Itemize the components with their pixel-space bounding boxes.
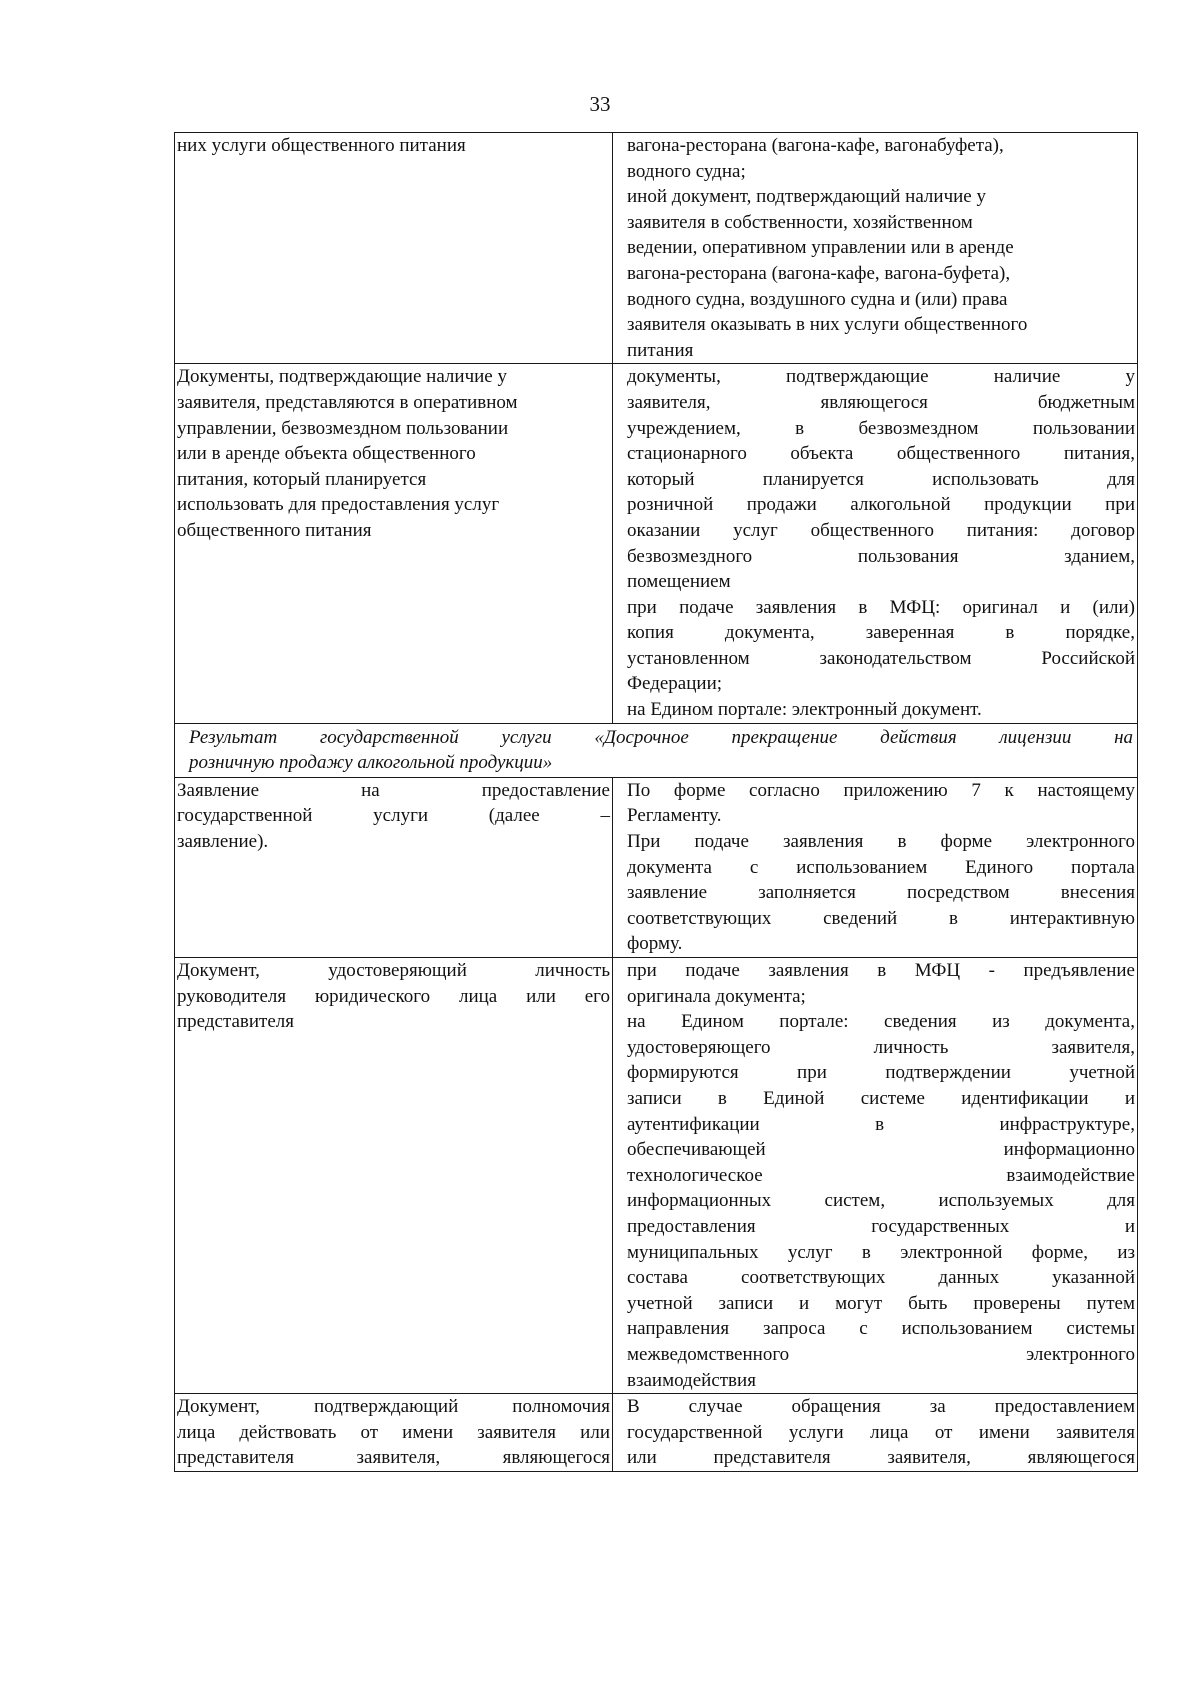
row3-right-line: соответствующих сведений в интерактивную (627, 907, 1135, 929)
row2-left-line: Документы, подтверждающие наличие у (177, 366, 507, 388)
row4-left-line: представителя (177, 1011, 295, 1033)
document-table (174, 132, 1138, 1472)
row4-right-line: на Едином портале: сведения из документа, (627, 1011, 1135, 1033)
row5-left-line: Документ, подтверждающий полномочия (177, 1396, 610, 1418)
row2-right-line: стационарного объекта общественного питания, (627, 443, 1135, 465)
row1-left-line: них услуги общественного питания (177, 135, 466, 156)
row4-right-line: аутентификации в инфраструктуре, (627, 1113, 1135, 1135)
row3-right-line: документа с использованием Единого портала (627, 856, 1135, 878)
row5-left-line: лица действовать от имени заявителя или (177, 1421, 610, 1443)
row3-right-line: заявление заполняется посредством внесения (627, 882, 1135, 904)
row5-left-cell (175, 1394, 613, 1472)
row2-right-line: который планируется использовать для (627, 468, 1135, 490)
row1-right-line: водного судна, воздушного судна и (или) права (627, 288, 1008, 310)
row5-right-cell (613, 1394, 1138, 1472)
row4-right-line: состава соответствующих данных указанной (627, 1267, 1135, 1289)
row1-right-line: водного судна; (627, 160, 746, 182)
row5-right-line: В случае обращения за предоставлением (627, 1396, 1135, 1418)
page-number: 33 (589, 92, 611, 116)
row4-right-line: технологическое взаимодействие (627, 1164, 1135, 1186)
row5-left-line: представителя заявителя, являющегося (177, 1447, 610, 1469)
row2-right-line: розничной продажи алкогольной продукции при (627, 494, 1135, 516)
section-heading-line: розничную продажу алкогольной продукции» (189, 752, 553, 774)
row4-left-line: руководителя юридического лица или его (177, 985, 610, 1007)
row1-right-line: заявителя оказывать в них услуги общественного (627, 314, 1028, 336)
section-heading-line: Результат государственной услуги «Досрочное прекращение действия лицензии на (189, 726, 1133, 748)
row2-right-line: на Едином портале: электронный документ. (627, 699, 982, 721)
row1-right-line: вагона-ресторана (вагона-кафе, вагона-буфета), (627, 262, 1011, 284)
row2-right-line: установленном законодательством Российской (627, 647, 1135, 669)
row3-right-line: форму. (627, 933, 683, 955)
row1-left-cell (175, 133, 613, 364)
row4-right-line: удостоверяющего личность заявителя, (627, 1036, 1135, 1058)
row4-right-line: формируются при подтверждении учетной (627, 1062, 1135, 1084)
row2-right-cell (613, 364, 1138, 723)
row2-right-line: при подаче заявления в МФЦ: оригинал и (или) (627, 596, 1135, 618)
row1-right-line: питания (627, 339, 694, 361)
row4-right-line: оригинала документа; (627, 985, 806, 1007)
row3-right-cell (613, 777, 1138, 957)
section-heading (175, 723, 1138, 777)
row4-right-line: взаимодействия (627, 1369, 756, 1391)
row2-right-line: Федерации; (627, 673, 723, 695)
row4-right-line: муниципальных услуг в электронной форме, из (627, 1241, 1135, 1263)
row3-left-line: государственной услуги (далее – (177, 805, 610, 827)
row2-right-line: документы, подтверждающие наличие у (627, 366, 1135, 388)
table-row (175, 1394, 1138, 1472)
row3-left-cell (175, 777, 613, 957)
row4-right-line: обеспечивающей информационно (627, 1139, 1135, 1161)
row4-left-line: Документ, удостоверяющий личность (177, 960, 610, 981)
row1-right-line: заявителя в собственности, хозяйственном (627, 211, 973, 233)
row2-left-line: питания, который планируется (177, 468, 427, 490)
table-row (175, 777, 1138, 957)
row1-right-line: вагона-ресторана (вагона-кафе, вагонабуфета), (627, 135, 1004, 156)
row2-right-line: копия документа, заверенная в порядке, (627, 622, 1135, 644)
row4-right-line: информационных систем, используемых для (627, 1190, 1135, 1212)
row4-right-line: межведомственного электронного (627, 1343, 1135, 1365)
row4-right-line: при подаче заявления в МФЦ - предъявление (627, 960, 1135, 981)
row1-right-cell (613, 133, 1138, 364)
row1-right-line: ведении, оперативном управлении или в аренде (627, 237, 1014, 259)
row5-right-line: государственной услуги лица от имени заявителя (627, 1421, 1135, 1443)
row5-right-line: или представителя заявителя, являющегося (627, 1447, 1135, 1469)
row4-left-cell (175, 958, 613, 1394)
row1-right-line: иной документ, подтверждающий наличие у (627, 186, 986, 208)
row2-right-line: учреждением, в безвозмездном пользовании (627, 417, 1135, 439)
row4-right-line: учетной записи и могут быть проверены путем (627, 1292, 1135, 1314)
row2-right-line: оказании услуг общественного питания: договор (627, 519, 1135, 541)
row4-right-line: направления запроса с использованием системы (627, 1318, 1135, 1340)
row3-right-line: Регламенту. (627, 805, 722, 827)
row2-left-line: управлении, безвозмездном пользовании (177, 417, 509, 439)
table-row (175, 133, 1138, 364)
row2-left-cell (175, 364, 613, 723)
row4-right-line: предоставления государственных и (627, 1215, 1135, 1237)
row3-left-line: заявление). (177, 831, 269, 853)
row4-right-line: записи в Единой системе идентификации и (627, 1087, 1135, 1109)
row4-right-cell (613, 958, 1138, 1394)
row2-left-line: или в аренде объекта общественного (177, 443, 476, 465)
table-row (175, 364, 1138, 723)
section-heading-row (175, 723, 1138, 777)
row2-left-line: использовать для предоставления услуг (177, 494, 500, 516)
row3-right-line: При подаче заявления в форме электронного (627, 831, 1135, 853)
row3-right-line: По форме согласно приложению 7 к настоящему (627, 779, 1135, 801)
row2-right-line: помещением (627, 571, 731, 593)
table-row (175, 958, 1138, 1394)
row2-left-line: заявителя, представляются в оперативном (177, 391, 518, 413)
row2-right-line: безвозмездного пользования зданием, (627, 545, 1135, 567)
row3-left-line: Заявление на предоставление (177, 779, 610, 801)
row2-right-line: заявителя, являющегося бюджетным (627, 391, 1135, 413)
row2-left-line: общественного питания (177, 519, 372, 541)
